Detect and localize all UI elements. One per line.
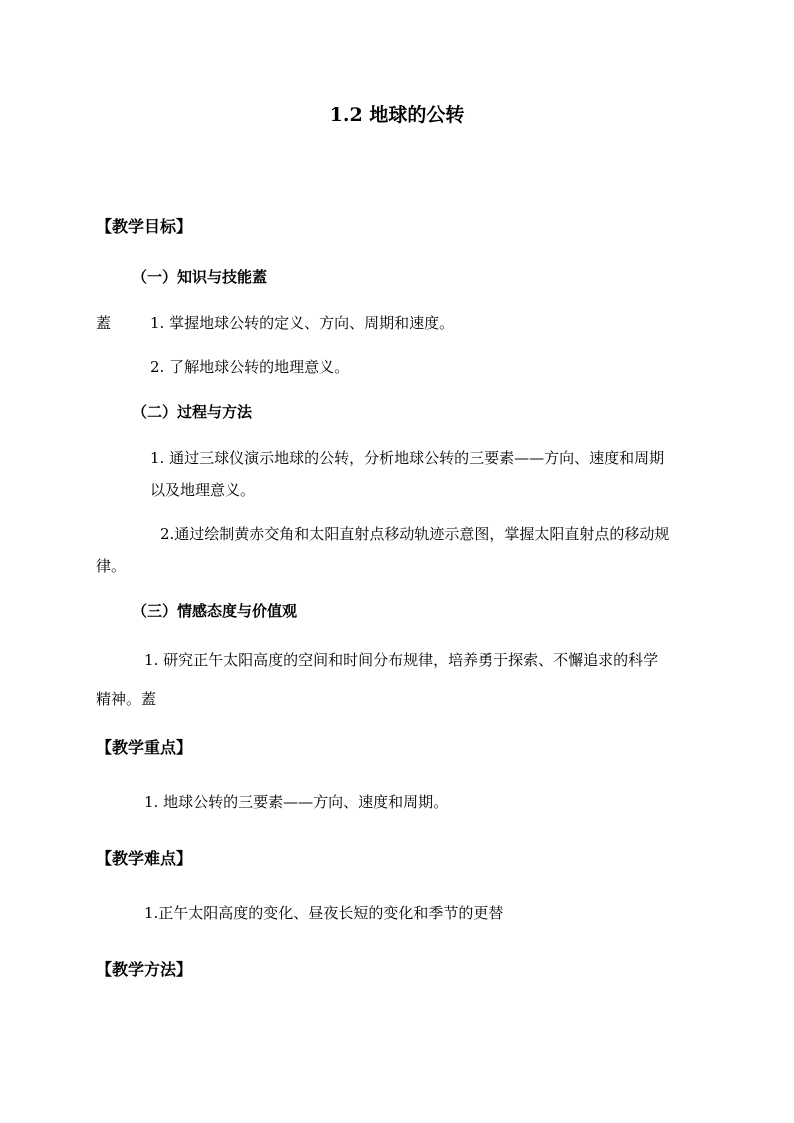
emotion-item-1-line-2: 精神。蓋: [96, 690, 157, 708]
section-heading-difficulties: 【教学难点】: [96, 849, 193, 868]
process-item-1-line-2: 以及地理意义。: [150, 481, 256, 499]
margin-marker: 蓋: [96, 314, 112, 332]
knowledge-item-1: 1. 掌握地球公转的定义、方向、周期和速度。: [150, 314, 455, 332]
document-title: 1.2 地球的公转: [329, 104, 465, 126]
knowledge-item-2: 2. 了解地球公转的地理意义。: [150, 358, 350, 376]
emotion-item-1-line-1: 1. 研究正午太阳高度的空间和时间分布规律，培养勇于探索、不懈追求的科学: [144, 651, 659, 669]
section-heading-objectives: 【教学目标】: [96, 217, 193, 236]
subheading-process-methods: （二）过程与方法: [132, 403, 253, 421]
key-point-item-1: 1. 地球公转的三要素——方向、速度和周期。: [144, 793, 449, 811]
difficulty-item-1: 1.正午太阳高度的变化、昼夜长短的变化和季节的更替: [144, 904, 504, 922]
process-item-1-line-1: 1. 通过三球仪演示地球的公转，分析地球公转的三要素——方向、速度和周期: [150, 449, 665, 467]
subheading-knowledge-skills: （一）知识与技能蓋: [132, 268, 268, 286]
section-heading-key-points: 【教学重点】: [96, 738, 193, 757]
subheading-emotion-values: （三）情感态度与价值观: [132, 602, 298, 620]
section-heading-methods: 【教学方法】: [96, 960, 193, 979]
process-item-2-line-1: 2.通过绘制黄赤交角和太阳直射点移动轨迹示意图，掌握太阳直射点的移动规: [160, 525, 670, 543]
process-item-2-line-2: 律。: [96, 557, 127, 575]
